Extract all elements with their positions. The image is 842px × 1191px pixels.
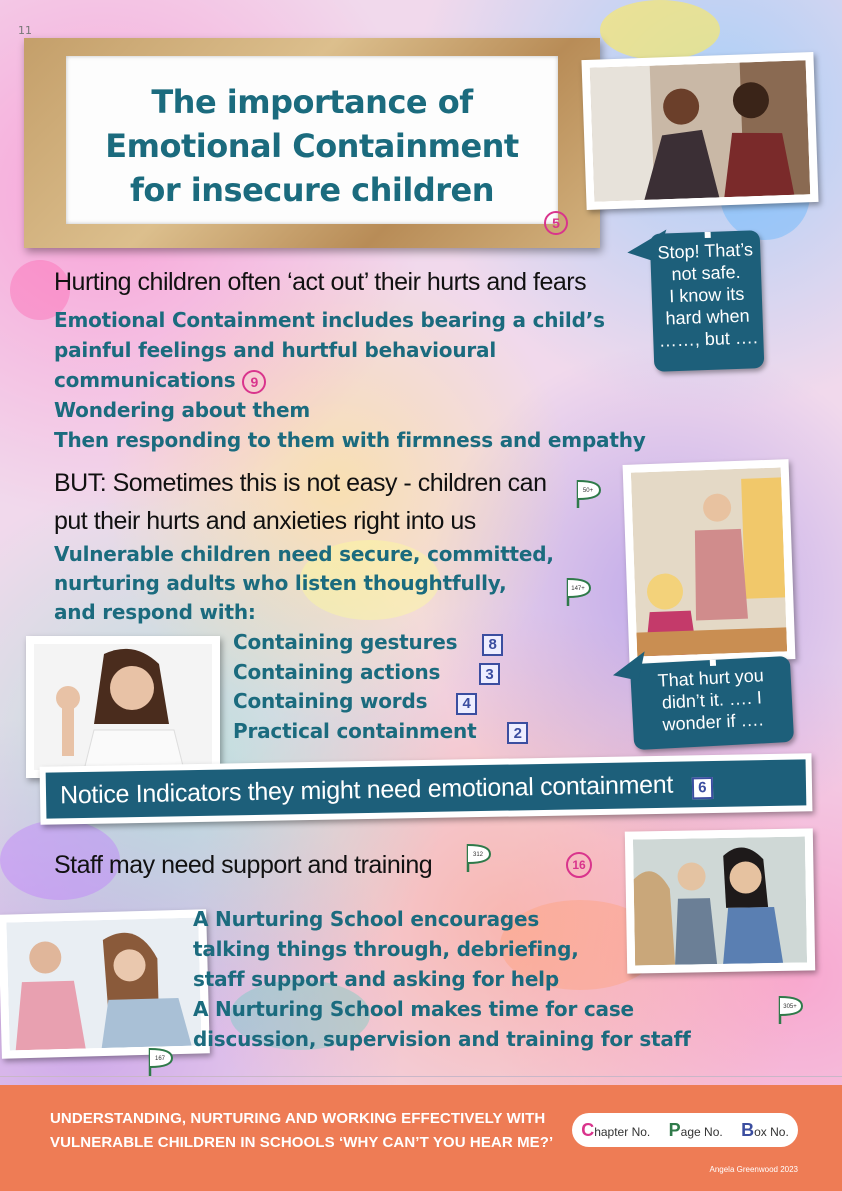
section2-text [54,540,554,627]
response-item: Containing actions 3 [233,658,528,688]
footer-line-1: UNDERSTANDING, NURTURING AND WORKING EFFECTIVELY WITH [50,1110,546,1127]
section2-line: Vulnerable children need secure, committed, [54,542,554,566]
section2-line: nurturing adults who listen thoughtfully, [54,571,507,595]
title-line-1: The importance of [151,83,473,121]
photo-woman-gesture [26,636,220,778]
title-chapter-ref: 5 [544,211,568,235]
title-board [24,38,600,248]
adult-support-image [6,918,201,1051]
page-ref-label: 312 [472,852,484,858]
page-ref-flag-icon [146,1046,174,1078]
section3-line: staff support and asking for help [193,967,559,991]
divider [0,1076,842,1077]
box-ref: 3 [479,663,500,685]
section2-heading-bold: BUT: [54,469,107,497]
section3-line: talking things through, debriefing, [193,937,579,961]
box-ref: 6 [692,777,713,799]
box-ref: 4 [456,693,477,715]
copyright: Angela Greenwood 2023 [709,1165,798,1174]
teacher-child-image [631,467,787,656]
bubble-line: Stop! That’s [657,239,754,263]
section3-line: discussion, supervision and training for staff [193,1027,691,1051]
section1-line: Wondering about them [54,398,310,422]
page-ref-label: 50+ [582,488,594,494]
bubble-line: That hurt you [657,665,765,691]
box-ref: 8 [482,634,503,656]
page-number: 11 [18,24,32,37]
legend-box: Box No. [741,1119,789,1140]
photo-children-shouting [581,52,818,210]
woman-gesture-image [34,644,212,770]
section1-heading-bold: Hurting children [54,268,222,296]
title-line-2: Emotional Containment [105,127,519,165]
footer-title [50,1107,553,1155]
page-ref-label: 305+ [783,1004,797,1010]
children-shouting-image [590,60,811,201]
section2-heading-rest: Sometimes this is not easy - children can [106,469,547,497]
speech-bubble-hurt [630,656,794,750]
page-ref-flag-icon [564,576,592,608]
reference-legend [572,1113,798,1147]
bubble-line: I know its [668,283,745,307]
section3-line: A Nurturing School makes time for case [193,997,634,1021]
bubble-line: ……, but …. [658,327,759,351]
section1-line: painful feelings and hurtful behavioural [54,338,497,362]
title-line-3: for insecure children [129,171,495,209]
section3-heading: Staff may need support and training [54,851,433,879]
photo-adult-support [0,909,210,1058]
page-ref-flag-icon [464,842,492,874]
photo-teacher-child [623,459,796,665]
response-item: Containing gestures 8 [233,628,528,658]
section1-line: Then responding to them with firmness and empathy [54,428,646,452]
section1-line: communications [54,368,236,392]
legend-page: Page No. [668,1119,723,1140]
bubble-line: didn’t it. …. I [661,687,763,713]
notice-text: Notice Indicators they might need emotional containment [59,770,674,810]
section3-line: A Nurturing School encourages [193,907,540,931]
section1-heading-rest: often ‘act out’ their hurts and fears [221,268,587,296]
bubble-line: hard when [665,305,750,329]
response-item: Containing words 4 [233,687,528,717]
speech-bubble-stop [650,230,765,372]
page-ref-flag-icon [574,478,602,510]
section1-text [54,305,646,455]
section1-chapter-ref: 9 [242,370,266,394]
section2-heading-line2: put their hurts and anxieties right into us [54,507,476,535]
bubble-line: not safe. [671,261,741,285]
bubble-line: wonder if …. [662,709,764,735]
section3-text [193,904,691,1054]
page-title [66,80,558,212]
section1-heading [54,268,586,297]
section1-line: Emotional Containment includes bearing a child’s [54,308,605,332]
box-ref: 2 [507,722,528,744]
section2-line: and respond with: [54,600,256,624]
page-ref-label: 167 [154,1056,166,1062]
response-item: Practical containment 2 [233,717,528,747]
footer-line-2: VULNERABLE CHILDREN IN SCHOOLS ‘WHY CAN’T YOU HEAR ME?’ [50,1134,554,1151]
page-ref-flag-icon [776,994,804,1026]
footer [0,1085,842,1191]
title-card [66,56,560,231]
page-ref-label: 147+ [571,586,585,592]
legend-chapter: Chapter No. [581,1119,651,1140]
section3-chapter-ref: 16 [566,852,592,878]
response-list [233,628,528,746]
section2-heading [54,464,547,540]
